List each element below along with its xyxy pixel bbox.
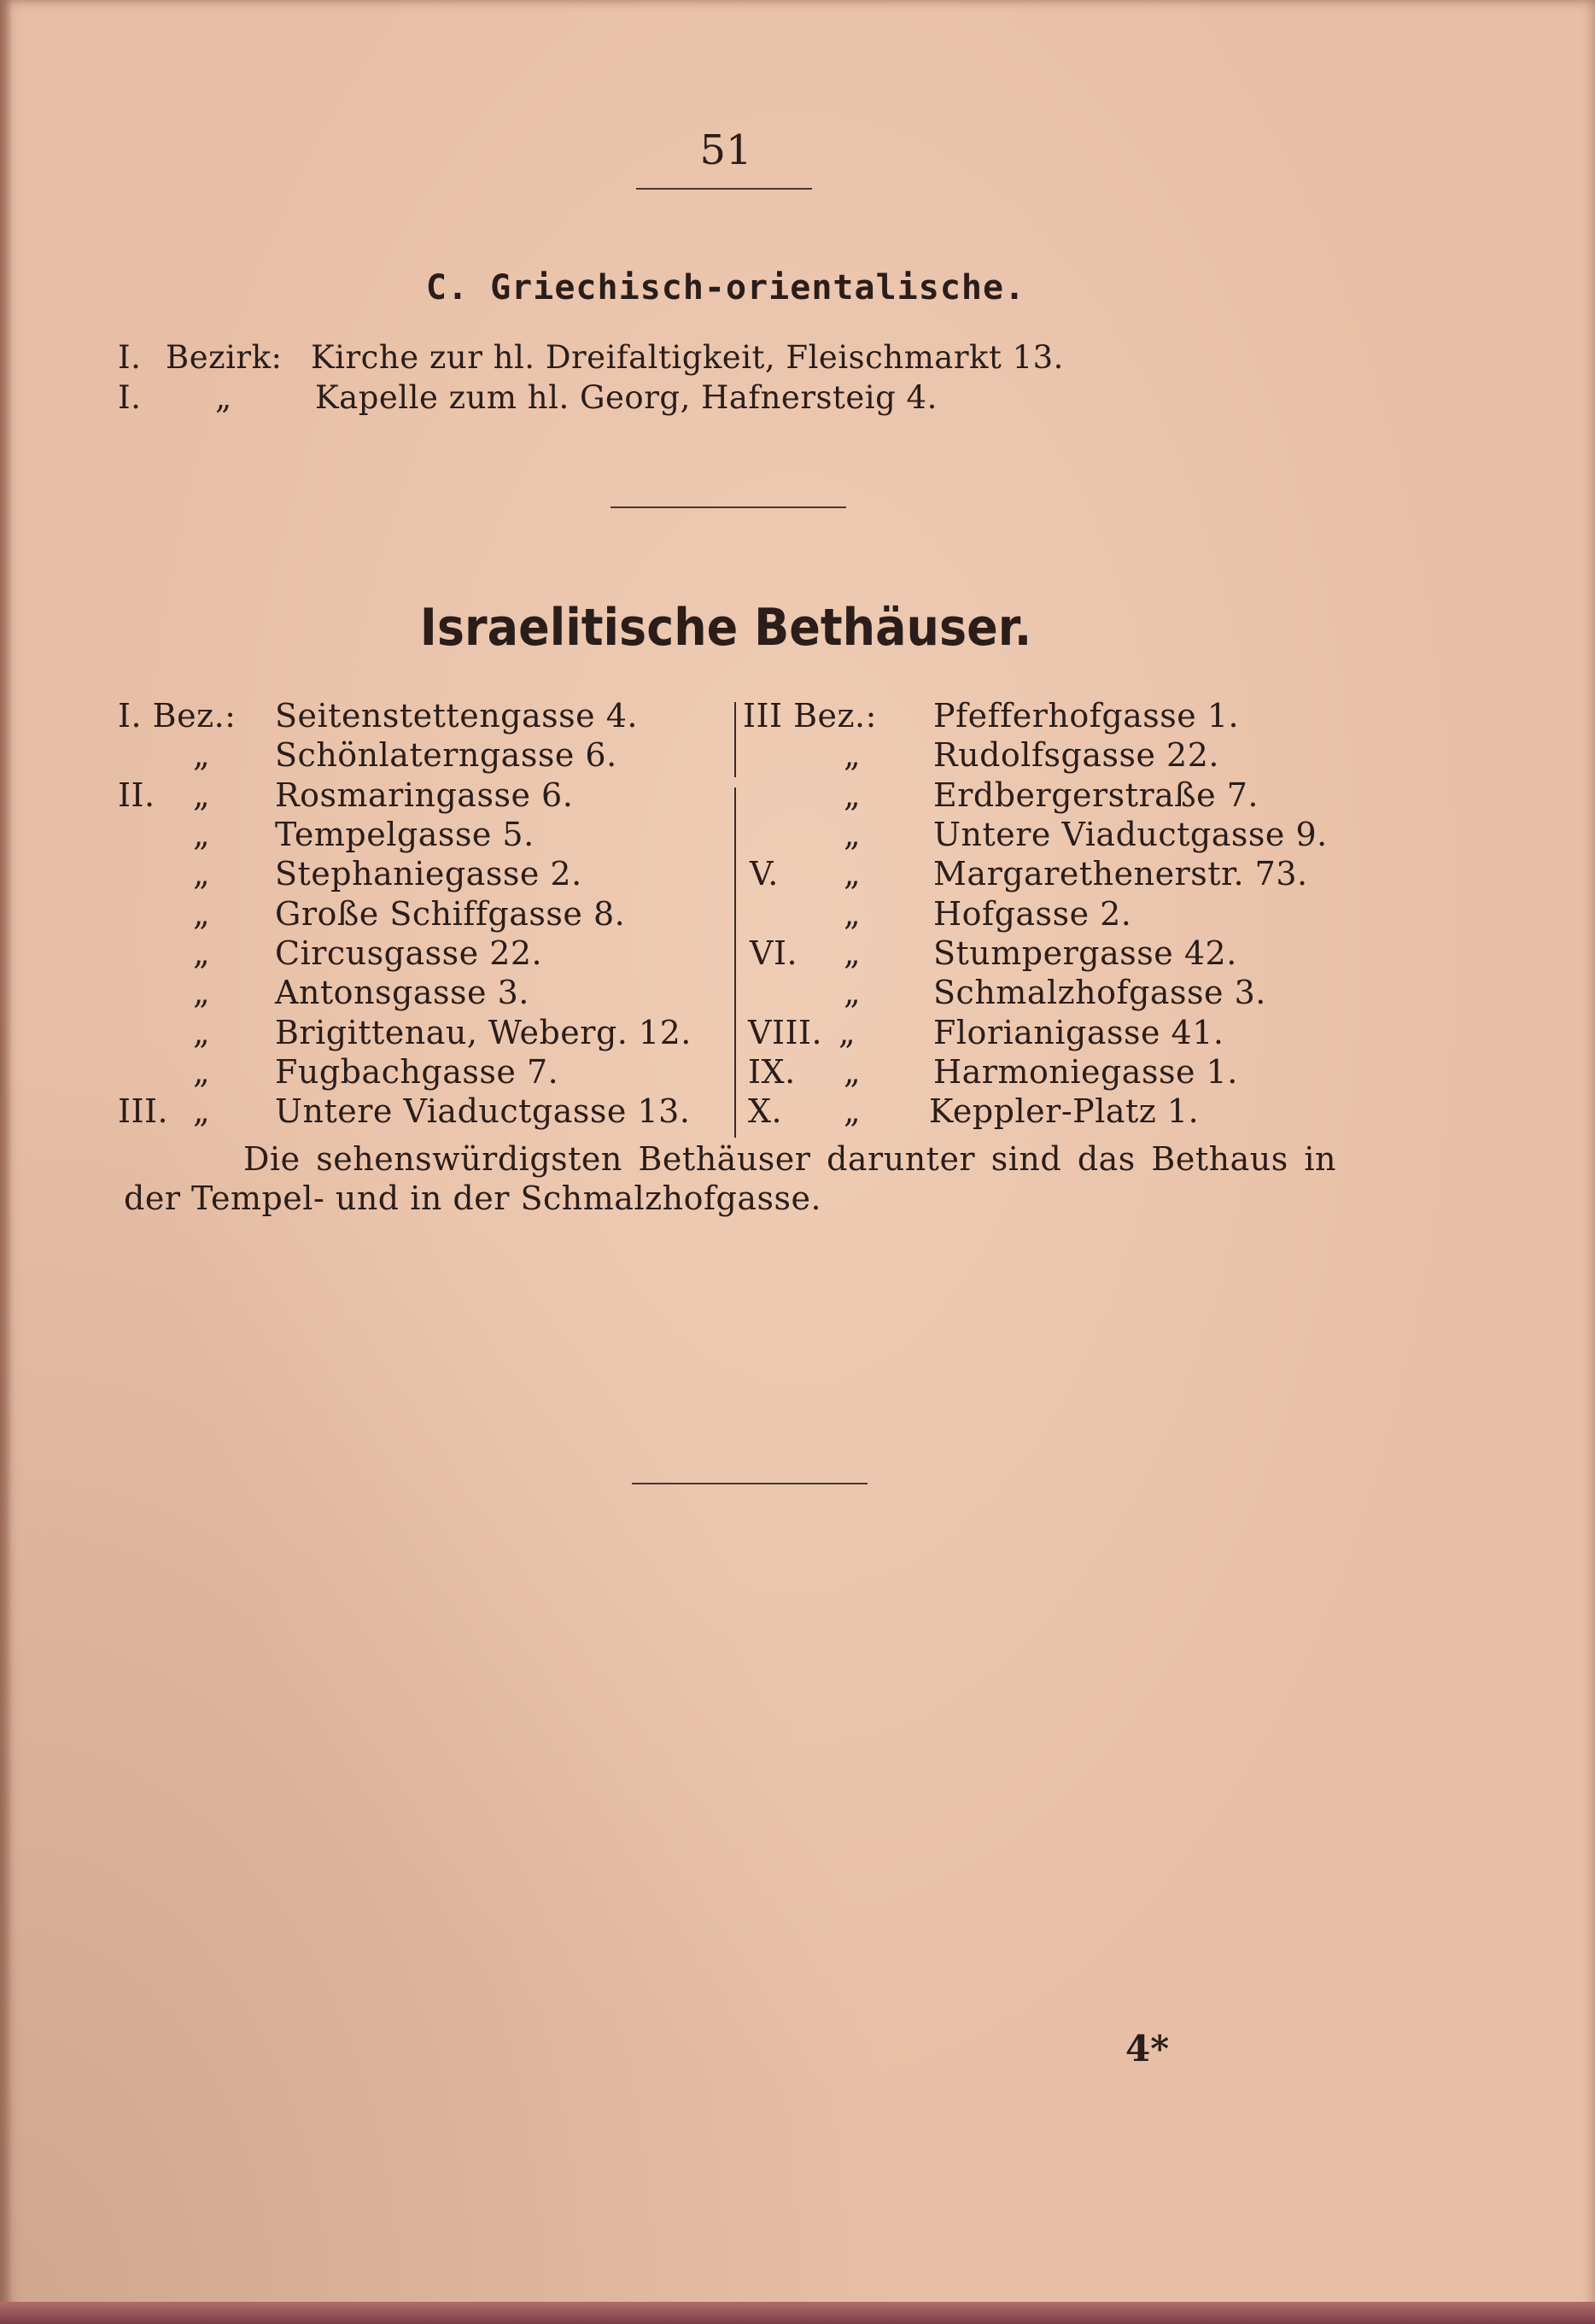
section-c-row-2-district: I. [118, 379, 142, 416]
right-row-2-ditto: „ [844, 736, 862, 774]
left-row-3-street: Rosmaringasse 6. [275, 776, 574, 814]
left-row-11-ditto: „ [193, 1092, 211, 1130]
bottom-divider-rule [632, 1483, 868, 1484]
right-row-5-district: V. [750, 855, 779, 893]
section-c-row-1-label: Bezirk: [166, 339, 283, 376]
right-row-6-street: Hofgasse 2. [933, 895, 1132, 933]
left-row-6-street: Große Schiffgasse 8. [275, 895, 626, 933]
right-row-7-district: VI. [750, 934, 798, 972]
right-row-4-ditto: „ [844, 816, 862, 853]
right-row-11-ditto: „ [844, 1092, 862, 1130]
right-row-1-street: Pfefferhofgasse 1. [933, 697, 1240, 735]
right-row-3-ditto: „ [844, 776, 862, 814]
left-row-8-ditto: „ [193, 974, 211, 1011]
page-edge-shadow [0, 0, 12, 2324]
page-bottom-edge [0, 2302, 1595, 2324]
right-row-2-street: Rudolfsgasse 22. [933, 736, 1219, 774]
right-row-10-ditto: „ [844, 1053, 862, 1091]
right-row-9-ditto: „ [838, 1014, 856, 1051]
right-row-8-ditto: „ [844, 974, 862, 1011]
right-row-7-street: Stumpergasse 42. [933, 934, 1237, 972]
right-row-10-street: Harmoniegasse 1. [933, 1053, 1238, 1091]
right-row-9-district: VIII. [748, 1014, 823, 1051]
page-number: 51 [699, 126, 752, 174]
right-row-11-district: X. [748, 1092, 783, 1130]
column-separator [734, 702, 736, 777]
section-c-heading: C. Griechisch-orientalische. [425, 268, 1026, 307]
right-row-3-street: Erdbergerstraße 7. [933, 776, 1259, 814]
left-row-11-street: Untere Viaductgasse 13. [275, 1092, 691, 1130]
right-row-7-ditto: „ [844, 934, 862, 972]
left-row-9-ditto: „ [193, 1014, 211, 1051]
right-row-10-district: IX. [748, 1053, 796, 1091]
note-paragraph: Die sehenswürdigsten Bethäuser darunter sind das Bethaus in der Tempel- und in der Schmalzhofgasse. [124, 1140, 1336, 1217]
right-row-1-district: III Bez.: [743, 697, 877, 735]
section-c-row-1-district: I. [118, 339, 142, 376]
left-row-7-ditto: „ [193, 934, 211, 972]
left-row-1-street: Seitenstettengasse 4. [275, 697, 638, 735]
left-row-10-ditto: „ [193, 1053, 211, 1091]
left-row-2-ditto: „ [193, 736, 211, 774]
left-row-3-district: II. [118, 776, 155, 814]
left-row-5-street: Stephaniegasse 2. [275, 855, 582, 893]
section-c-row-1-text: Kirche zur hl. Dreifaltigkeit, Fleischmarkt 13. [311, 339, 1064, 376]
right-row-5-street: Margarethenerstr. 73. [933, 855, 1308, 893]
left-row-4-ditto: „ [193, 816, 211, 853]
left-row-4-street: Tempelgasse 5. [275, 816, 535, 853]
section-divider-rule [611, 506, 846, 508]
right-row-5-ditto: „ [844, 855, 862, 893]
page-number-rule [636, 188, 812, 190]
left-row-9-street: Brigittenau, Weberg. 12. [275, 1014, 692, 1051]
column-separator [734, 787, 736, 1138]
left-row-3-ditto: „ [193, 776, 211, 814]
left-row-8-street: Antonsgasse 3. [275, 974, 529, 1011]
left-row-10-street: Fugbachgasse 7. [275, 1053, 559, 1091]
left-row-6-ditto: „ [193, 895, 211, 933]
right-row-4-street: Untere Viaductgasse 9. [933, 816, 1328, 853]
left-row-1-district: I. Bez.: [118, 697, 237, 735]
page-title: Israelitische Bethäuser. [419, 598, 1032, 658]
left-row-7-street: Circusgasse 22. [275, 934, 543, 972]
left-row-5-ditto: „ [193, 855, 211, 893]
left-row-11-district: III. [118, 1092, 169, 1130]
signature-mark: 4* [1125, 2028, 1170, 2069]
section-c-row-2-text: Kapelle zum hl. Georg, Hafnersteig 4. [315, 379, 938, 416]
right-row-8-street: Schmalzhofgasse 3. [933, 974, 1266, 1011]
right-row-11-street: Keppler-Platz 1. [929, 1092, 1200, 1130]
right-row-6-ditto: „ [844, 895, 862, 933]
left-row-2-street: Schönlaterngasse 6. [275, 736, 617, 774]
section-c-row-2-ditto: „ [215, 379, 232, 416]
right-row-9-street: Florianigasse 41. [933, 1014, 1224, 1051]
